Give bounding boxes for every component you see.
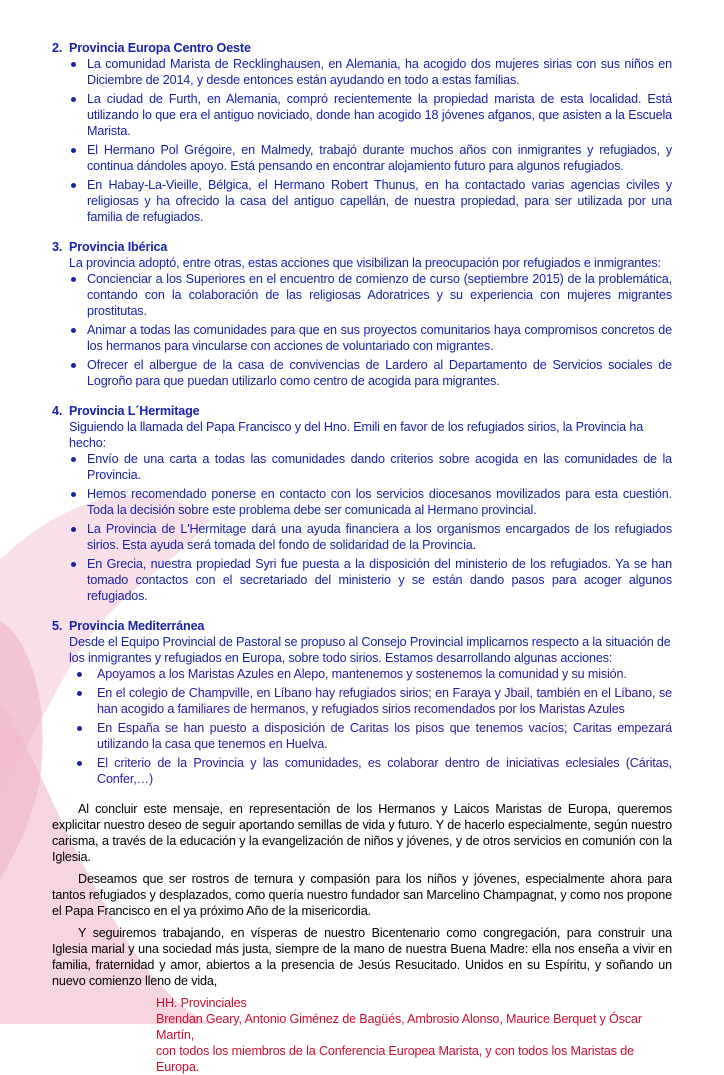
list-item: La Provincia de L'Hermitage dará una ayuda financiera a los organismos encargados de los refugiados sirios. Esta ayuda será tomada del fondo de solidaridad de la Provincia. xyxy=(69,521,672,553)
signature-heading: HH. Provinciales xyxy=(156,996,247,1010)
section-mediterranea xyxy=(52,618,672,787)
bullet-list xyxy=(52,56,672,225)
signature-line: con todos los miembros de la Conferencia Europea Marista, y con todos los Maristas de Europa. xyxy=(156,1044,634,1074)
list-item: La comunidad Marista de Recklinghausen, en Alemania, ha acogido dos mujeres sirias con sus niños en Diciembre de 2014, y desde entonces están ayudando en todo a estas familias. xyxy=(69,56,672,88)
list-item: En Habay-La-Vieille, Bélgica, el Hermano Robert Thunus, en ha contactado varias agencias civiles y religiosas y ha ofrecido la casa del antiguo capellán, de nuestra propiedad, para ser utilizada por una familia de refugiados. xyxy=(69,177,672,225)
list-item: El Hermano Pol Grégoire, en Malmedy, trabajó durante muchos años con inmigrantes y refugiados, y continua dándoles apoyo. Está pensando en encontrar alojamiento futuro para algunos refugiados. xyxy=(69,142,672,174)
list-item: El criterio de la Provincia y las comunidades, es colaborar dentro de iniciativas eclesiales (Cáritas, Confer,…) xyxy=(69,755,672,787)
section-intro: Siguiendo la llamada del Papa Francisco y del Hno. Emili en favor de los refugiados sirios, la Provincia ha hecho: xyxy=(69,420,644,450)
list-item: En Grecia, nuestra propiedad Syri fue puesta a la disposición del ministerio de los refugiados. Ya se han tomado contactos con el secretariado del ministerio y se están dando pasos para acoger algunos refugiados. xyxy=(69,556,672,604)
list-item: En el colegio de Champville, en Líbano hay refugiados sirios; en Faraya y Jbail, también en el Líbano, se han acogido a familiares de hermanos, y refugiados sirios recomendados por los Maristas Azules xyxy=(69,685,672,717)
bullet-dot xyxy=(77,672,82,677)
bullet-dot xyxy=(71,562,76,567)
section-title: 5. Provincia Mediterránea xyxy=(52,619,205,633)
section-europa-centro-oeste xyxy=(52,40,672,225)
closing-paragraph: Deseamos que ser rostros de ternura y compasión para los niños y jóvenes, especialmente ahora para tantos refugiados y desplazados, como quería nuestro fundador san Marcelino Champagnat, y como nos propone el Papa Francisco en el ya próximo Año de la misericordia. xyxy=(52,872,672,918)
bullet-dot xyxy=(77,726,82,731)
document-page xyxy=(52,40,672,1075)
bullet-dot xyxy=(71,457,76,462)
bullet-dot xyxy=(71,148,76,153)
bullet-dot xyxy=(71,527,76,532)
list-item: La ciudad de Furth, en Alemania, compró recientemente la propiedad marista de esta localidad. Está utilizando lo que era el antiguo noviciado, donde han acogido 18 jóvenes afganos, que asisten a la Escuela Marista. xyxy=(69,91,672,139)
bullet-list xyxy=(52,451,672,604)
section-iberica xyxy=(52,239,672,389)
signature-names: Brendan Geary, Antonio Giménez de Bagüés, Ambrosio Alonso, Maurice Berquet y Óscar Martín, xyxy=(156,1012,642,1042)
bullet-list xyxy=(52,271,672,389)
bullet-dot xyxy=(71,62,76,67)
closing-paragraph: Y seguiremos trabajando, en vísperas de nuestro Bicentenario como congregación, para construir una Iglesia marial y una sociedad más justa, siempre de la mano de nuestra Buena Madre: ella nos enseña a vivir en familia, fraternidad y amor, abiertos a la presencia de Jesús Resucitado. Unidos en su Espíritu, y soñando un nuevo comienzo lleno de vida, xyxy=(52,926,672,988)
bullet-dot xyxy=(71,363,76,368)
signature-block xyxy=(52,995,672,1075)
bullet-dot xyxy=(71,328,76,333)
section-title: 3. Provincia Ibérica xyxy=(52,240,168,254)
bullet-list xyxy=(52,666,672,787)
bullet-dot xyxy=(71,183,76,188)
closing-paragraph: Al concluir este mensaje, en representación de los Hermanos y Laicos Maristas de Europa, queremos explicitar nuestro deseo de seguir aportando semillas de vida y futuro. Y de hacerlo especialmente, según nuestro carisma, a través de la educación y la evangelización de niños y jóvenes, y de otros servicios en comunión con la Iglesia. xyxy=(52,802,672,864)
bullet-dot xyxy=(71,277,76,282)
list-item: Ofrecer el albergue de la casa de convivencias de Lardero al Departamento de Servicios sociales de Logroño para que puedan utilizarlo como centro de acogida para migrantes. xyxy=(69,357,672,389)
bullet-dot xyxy=(71,492,76,497)
closing-message xyxy=(52,801,672,989)
list-item: En España se han puesto a disposición de Caritas los pisos que tenemos vacíos; Caritas empezará utilizando la casa que tenemos en Huelva. xyxy=(69,720,672,752)
bullet-dot xyxy=(71,97,76,102)
section-title: 4. Provincia L´Hermitage xyxy=(52,404,200,418)
list-item: Apoyamos a los Maristas Azules en Alepo, mantenemos y sostenemos la comunidad y su misión. xyxy=(69,666,672,682)
list-item: Concienciar a los Superiores en el encuentro de comienzo de curso (septiembre 2015) de la problemática, contando con la colaboración de las religiosas Adoratrices y su experiencia con mujeres migrantes prostitutas. xyxy=(69,271,672,319)
list-item: Animar a todas las comunidades para que en sus proyectos comunitarios haya compromisos concretos de los hermanos para vincularse con acciones de voluntariado con migrantes. xyxy=(69,322,672,354)
list-item: Envío de una carta a todas las comunidades dando criterios sobre acogida en las comunidades de la Provincia. xyxy=(69,451,672,483)
section-intro: La provincia adoptó, entre otras, estas acciones que visibilizan la preocupación por refugiados e inmigrantes: xyxy=(69,256,661,270)
section-hermitage xyxy=(52,403,672,604)
bullet-dot xyxy=(77,691,82,696)
bullet-dot xyxy=(77,761,82,766)
section-intro: Desde el Equipo Provincial de Pastoral se propuso al Consejo Provincial implicarnos respecto a la situación de los inmigrantes y refugiados en Europa, sobre todo sirios. Estamos desarrollando algunas acciones: xyxy=(69,635,671,665)
section-title: 2. Provincia Europa Centro Oeste xyxy=(52,41,251,55)
list-item: Hemos recomendado ponerse en contacto con los servicios diocesanos movilizados para esta cuestión. Toda la decisión sobre este problema debe ser comunicada al Hermano provincial. xyxy=(69,486,672,518)
